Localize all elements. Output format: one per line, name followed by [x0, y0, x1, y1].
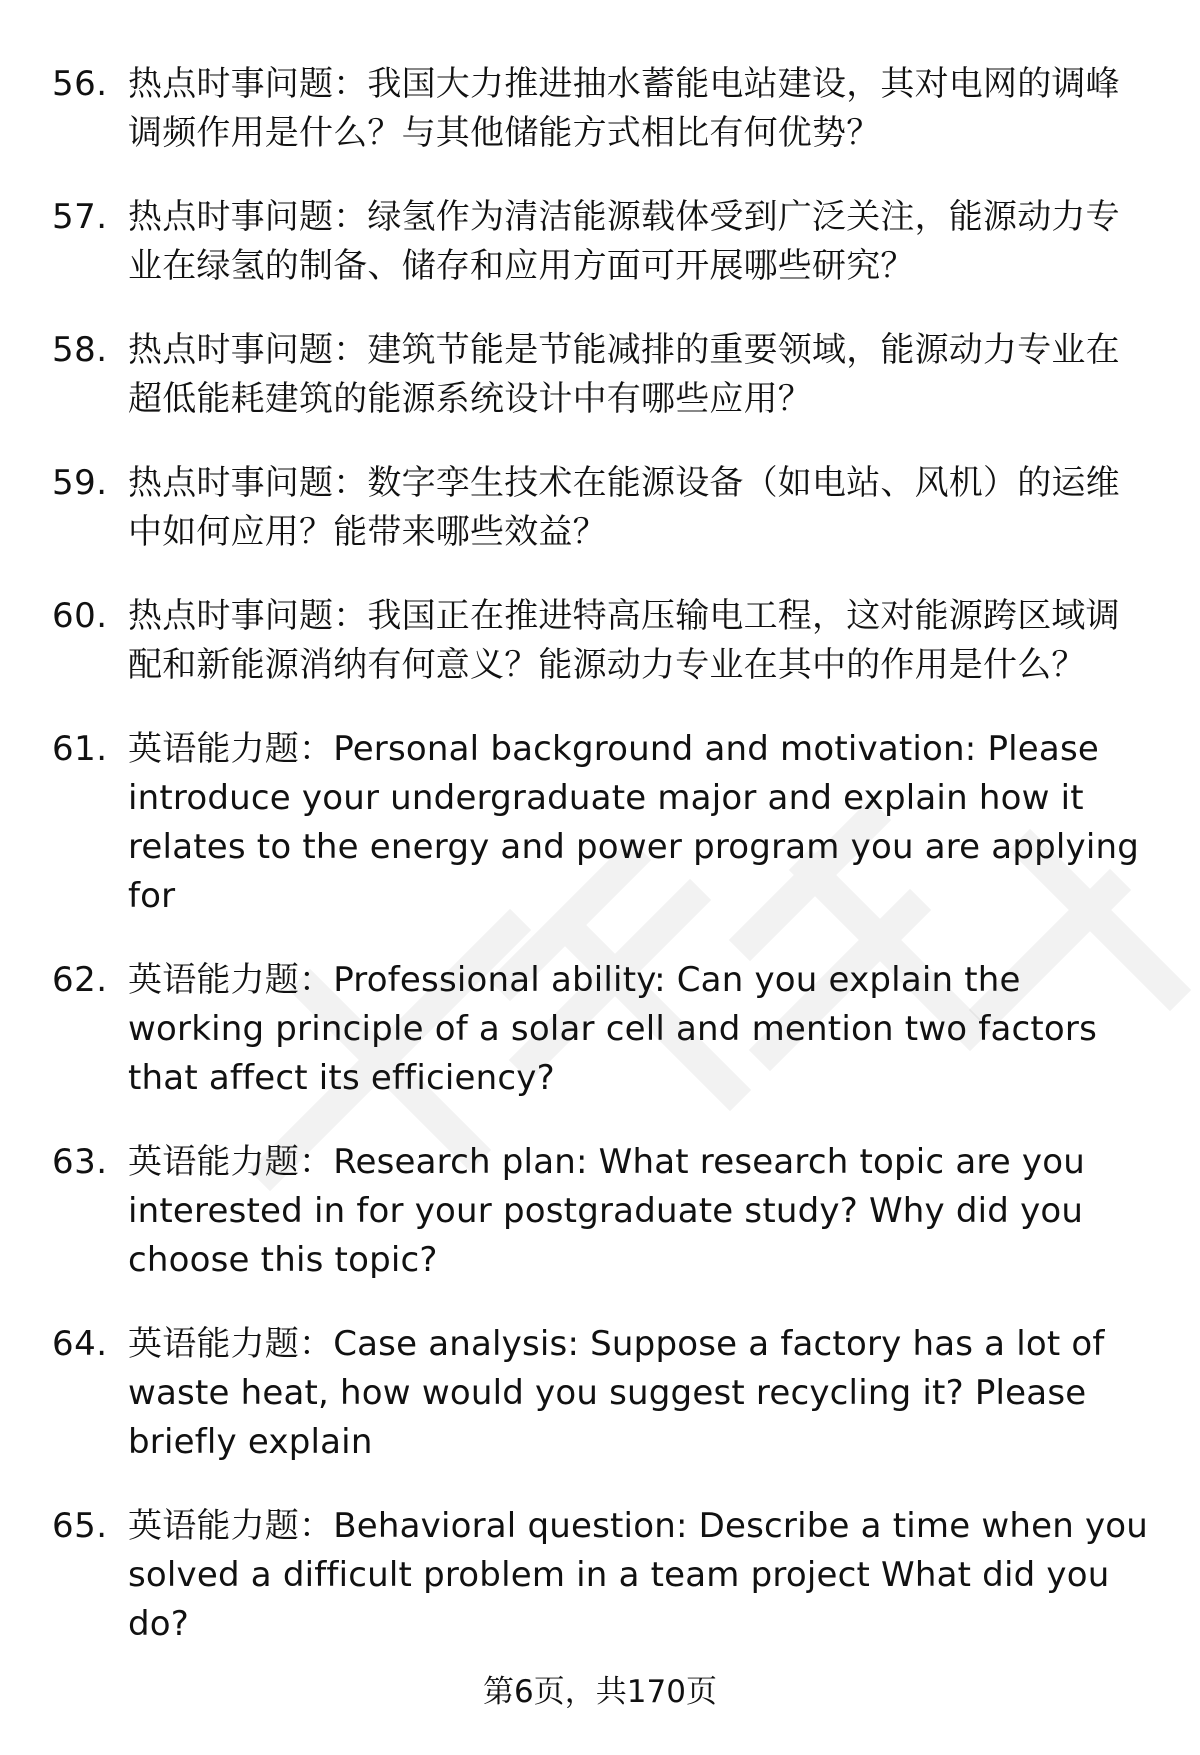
question-text: 热点时事问题：我国大力推进抽水蓄能电站建设，其对电网的调峰调频作用是什么？与其他储能方式相比有何优势？ — [128, 64, 1120, 153]
question-number: 57. — [52, 197, 108, 237]
question-item — [52, 60, 1150, 158]
question-text: 英语能力题：Personal background and motivation: Please introduce your undergraduate major and explain how it relates to the energy and power program you are applying for — [128, 729, 1140, 916]
question-item — [52, 459, 1150, 557]
question-item — [52, 326, 1150, 424]
question-list — [52, 60, 1150, 1684]
question-number: 65. — [52, 1506, 108, 1546]
question-item — [52, 1138, 1150, 1285]
question-text: 英语能力题：Professional ability: Can you explain the working principle of a solar cell and mention two factors that affect its efficiency? — [128, 960, 1097, 1098]
question-number: 60. — [52, 596, 108, 636]
question-number: 61. — [52, 729, 108, 769]
question-number: 63. — [52, 1142, 108, 1182]
question-text: 英语能力题：Case analysis: Suppose a factory has a lot of waste heat, how would you suggest recycling it? Please briefly explain — [128, 1324, 1105, 1462]
question-number: 56. — [52, 64, 108, 104]
question-item — [52, 1502, 1150, 1649]
question-number: 58. — [52, 330, 108, 370]
question-text: 热点时事问题：数字孪生技术在能源设备（如电站、风机）的运维中如何应用？能带来哪些效益？ — [128, 463, 1120, 552]
question-text: 热点时事问题：我国正在推进特高压输电工程，这对能源跨区域调配和新能源消纳有何意义？能源动力专业在其中的作用是什么？ — [128, 596, 1120, 685]
question-text: 热点时事问题：绿氢作为清洁能源载体受到广泛关注，能源动力专业在绿氢的制备、储存和应用方面可开展哪些研究？ — [128, 197, 1120, 286]
question-number: 59. — [52, 463, 108, 503]
question-item — [52, 193, 1150, 291]
page-number-label: 第6页，共170页 — [483, 1674, 717, 1710]
question-text: 英语能力题：Research plan: What research topic are you interested in for your postgraduate study? Why did you choose this topic? — [128, 1142, 1086, 1280]
question-item — [52, 725, 1150, 921]
question-item — [52, 592, 1150, 690]
question-text: 热点时事问题：建筑节能是节能减排的重要领域，能源动力专业在超低能耗建筑的能源系统设计中有哪些应用？ — [128, 330, 1120, 419]
question-number: 62. — [52, 960, 108, 1000]
page-footer — [0, 1672, 1200, 1712]
question-text: 英语能力题：Behavioral question: Describe a time when you solved a difficult problem in a team project What did you do? — [128, 1506, 1149, 1644]
question-item — [52, 956, 1150, 1103]
question-number: 64. — [52, 1324, 108, 1364]
question-item — [52, 1320, 1150, 1467]
